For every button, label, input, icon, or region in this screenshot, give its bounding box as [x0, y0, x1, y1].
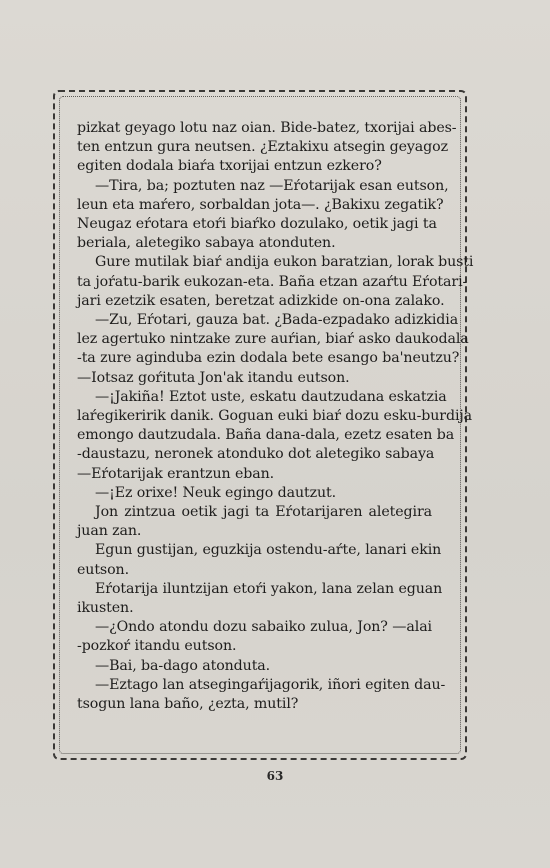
text-line: Eŕotarija iluntzijan etoŕi yakon, lana zelan eguan: [95, 580, 443, 597]
text-line: —Eztago lan atsegingaŕijagorik, iñori egiten dau-: [95, 676, 446, 693]
text-line: pizkat geyago lotu naz oian. Bide-batez, txorijai abes-: [77, 120, 457, 136]
text-line: -pozkoŕ itandu eutson.: [77, 638, 237, 655]
text-line: —Bai, ba-dago atonduta.: [95, 657, 271, 674]
text-line: laŕegikeririk danik. Goguan euki biaŕ dozu esku-burdija: [77, 408, 473, 425]
text-line: lez agertuko nintzake zure auŕian, biaŕ asko daukodala: [77, 331, 469, 348]
text-line: jari ezetzik esaten, beretzat adizkide on-ona zalako.: [77, 292, 445, 309]
text-line: Egun gustijan, eguzkija ostendu-aŕte, lanari ekin: [95, 542, 442, 559]
text-line: beriala, aletegiko sabaya atonduten.: [77, 235, 336, 252]
text-line: -daustazu, neronek atonduko dot aletegiko sabaya: [77, 446, 435, 463]
text-line: —¡Ez orixe! Neuk egingo dautzut.: [95, 484, 337, 501]
text-line: —¿Ondo atondu dozu sabaiko zulua, Jon? —alai: [95, 619, 432, 636]
text-line: —Iotsaz goŕituta Jon'ak itandu eutson.: [77, 369, 350, 386]
text-line: leun eta maŕero, sorbaldan jota—. ¿Bakixu zegatik?: [77, 196, 444, 213]
text-line: Jon zintzua oetik jagi ta Eŕotarijaren aletegira: [95, 504, 432, 521]
text-line: —Tira, ba; poztuten naz —Eŕotarijak esan eutson,: [95, 177, 449, 194]
body-text: [77, 119, 474, 714]
text-line: -ta zure aginduba ezin dodala bete esango ba'neutzu?: [77, 350, 460, 367]
text-line: —Zu, Eŕotari, gauza bat. ¿Bada-ezpadako adizkidia: [95, 312, 459, 329]
text-line: Gure mutilak biaŕ andija eukon baratzian, lorak busti: [95, 254, 474, 271]
text-line: juan zan.: [77, 523, 142, 540]
text-line: ikusten.: [77, 600, 134, 617]
text-line: —¡Jakiña! Eztot uste, eskatu dautzudana eskatzia: [95, 388, 447, 405]
text-line: ta joŕatu-barik eukozan-eta. Baña etzan azaŕtu Eŕotari-: [77, 273, 468, 290]
text-line: egiten dodala biaŕa txorijai entzun ezkero?: [77, 158, 382, 175]
text-line: Neugaz eŕotara etoŕi biaŕko dozulako, oetik jagi ta: [77, 216, 437, 233]
text-line: emongo dautzudala. Baña dana-dala, ezetz esaten ba: [77, 427, 455, 444]
text-line: tsogun lana baño, ¿ezta, mutil?: [77, 696, 299, 713]
text-line: eutson.: [77, 561, 130, 578]
text-line: ten entzun gura neutsen. ¿Eztakixu atsegin geyagoz: [77, 139, 448, 156]
page-number: 63: [266, 769, 284, 783]
text-line: —Eŕotarijak erantzun eban.: [77, 465, 275, 482]
